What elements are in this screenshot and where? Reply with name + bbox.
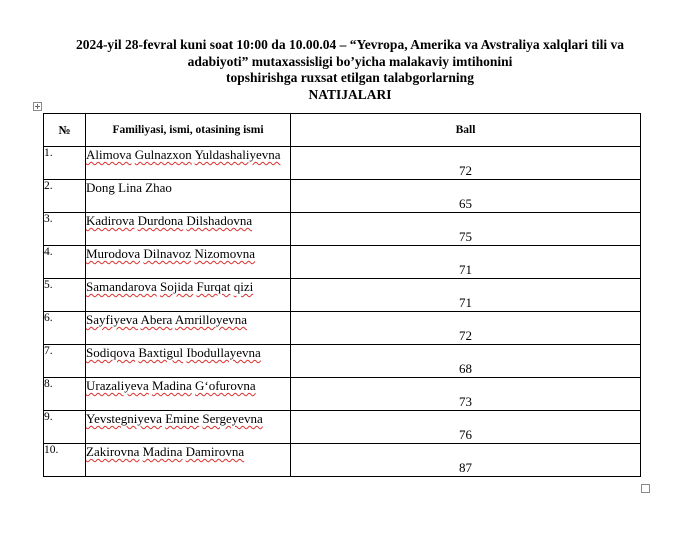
- score-cell: 76: [291, 411, 641, 444]
- table-row: [44, 444, 641, 477]
- table-row: [44, 180, 641, 213]
- score-cell: 72: [291, 147, 641, 180]
- table-header-row: [44, 114, 641, 147]
- student-name-cell: [86, 312, 291, 345]
- student-name: Zakirovna Madina Damirovna: [86, 444, 245, 459]
- results-table: [43, 113, 641, 477]
- score-cell: 75: [291, 213, 641, 246]
- row-number: 2.: [44, 180, 86, 213]
- table-row: [44, 246, 641, 279]
- student-name-cell: [86, 246, 291, 279]
- row-number: 10.: [44, 444, 86, 477]
- student-name-cell: [86, 345, 291, 378]
- heading-line-4: NATIJALARI: [308, 86, 392, 102]
- table-row: [44, 345, 641, 378]
- student-name: Alimova Gulnazxon Yuldashaliyevna: [86, 147, 281, 162]
- score-cell: 72: [291, 312, 641, 345]
- student-name-cell: [86, 378, 291, 411]
- table-move-handle-icon[interactable]: [33, 102, 42, 111]
- header-score: Ball: [291, 114, 641, 147]
- student-name: Kadirova Durdona Dilshadovna: [86, 213, 253, 228]
- student-name-cell: [86, 213, 291, 246]
- score-cell: 73: [291, 378, 641, 411]
- document-heading: [20, 37, 680, 103]
- heading-line-1: 2024-yil 28-fevral kuni soat 10:00 da 10.00.04 – “Yevropa, Amerika va Avstraliya xalqlari tili va: [75, 37, 625, 52]
- score-cell: 65: [291, 180, 641, 213]
- table-row: [44, 378, 641, 411]
- score-cell: 68: [291, 345, 641, 378]
- student-name-cell: [86, 147, 291, 180]
- table-resize-handle-icon[interactable]: [641, 484, 650, 493]
- row-number: 9.: [44, 411, 86, 444]
- student-name: Urazaliyeva Madina G‘ofurovna: [86, 378, 256, 393]
- row-number: 7.: [44, 345, 86, 378]
- student-name: Samandarova Sojida Furqat qizi: [86, 279, 254, 294]
- score-cell: 71: [291, 246, 641, 279]
- student-name: Sayfiyeva Abera Amrilloyevna: [86, 312, 248, 327]
- student-name-cell: [86, 180, 291, 213]
- row-number: 4.: [44, 246, 86, 279]
- heading-line-3: topshirishga ruxsat etilgan talabgorlarning: [226, 70, 474, 85]
- score-cell: 87: [291, 444, 641, 477]
- score-cell: 71: [291, 279, 641, 312]
- table-body: [44, 147, 641, 477]
- row-number: 1.: [44, 147, 86, 180]
- student-name-cell: [86, 411, 291, 444]
- table-row: [44, 147, 641, 180]
- student-name: Murodova Dilnavoz Nizomovna: [86, 246, 255, 261]
- student-name-cell: [86, 279, 291, 312]
- header-full-name: Familiyasi, ismi, otasining ismi: [86, 114, 291, 147]
- table-row: [44, 312, 641, 345]
- table-row: [44, 213, 641, 246]
- student-name: Dong Lina Zhao: [86, 180, 172, 195]
- header-number: №: [44, 114, 86, 147]
- row-number: 5.: [44, 279, 86, 312]
- table-row: [44, 279, 641, 312]
- row-number: 3.: [44, 213, 86, 246]
- row-number: 8.: [44, 378, 86, 411]
- student-name-cell: [86, 444, 291, 477]
- heading-line-2: adabiyoti” mutaxassisligi bo’yicha malakaviy imtihonini: [187, 53, 513, 69]
- row-number: 6.: [44, 312, 86, 345]
- student-name: Yevstegniyeva Emine Sergeyevna: [86, 411, 263, 426]
- student-name: Sodiqova Baxtigul Ibodullayevna: [86, 345, 261, 360]
- table-row: [44, 411, 641, 444]
